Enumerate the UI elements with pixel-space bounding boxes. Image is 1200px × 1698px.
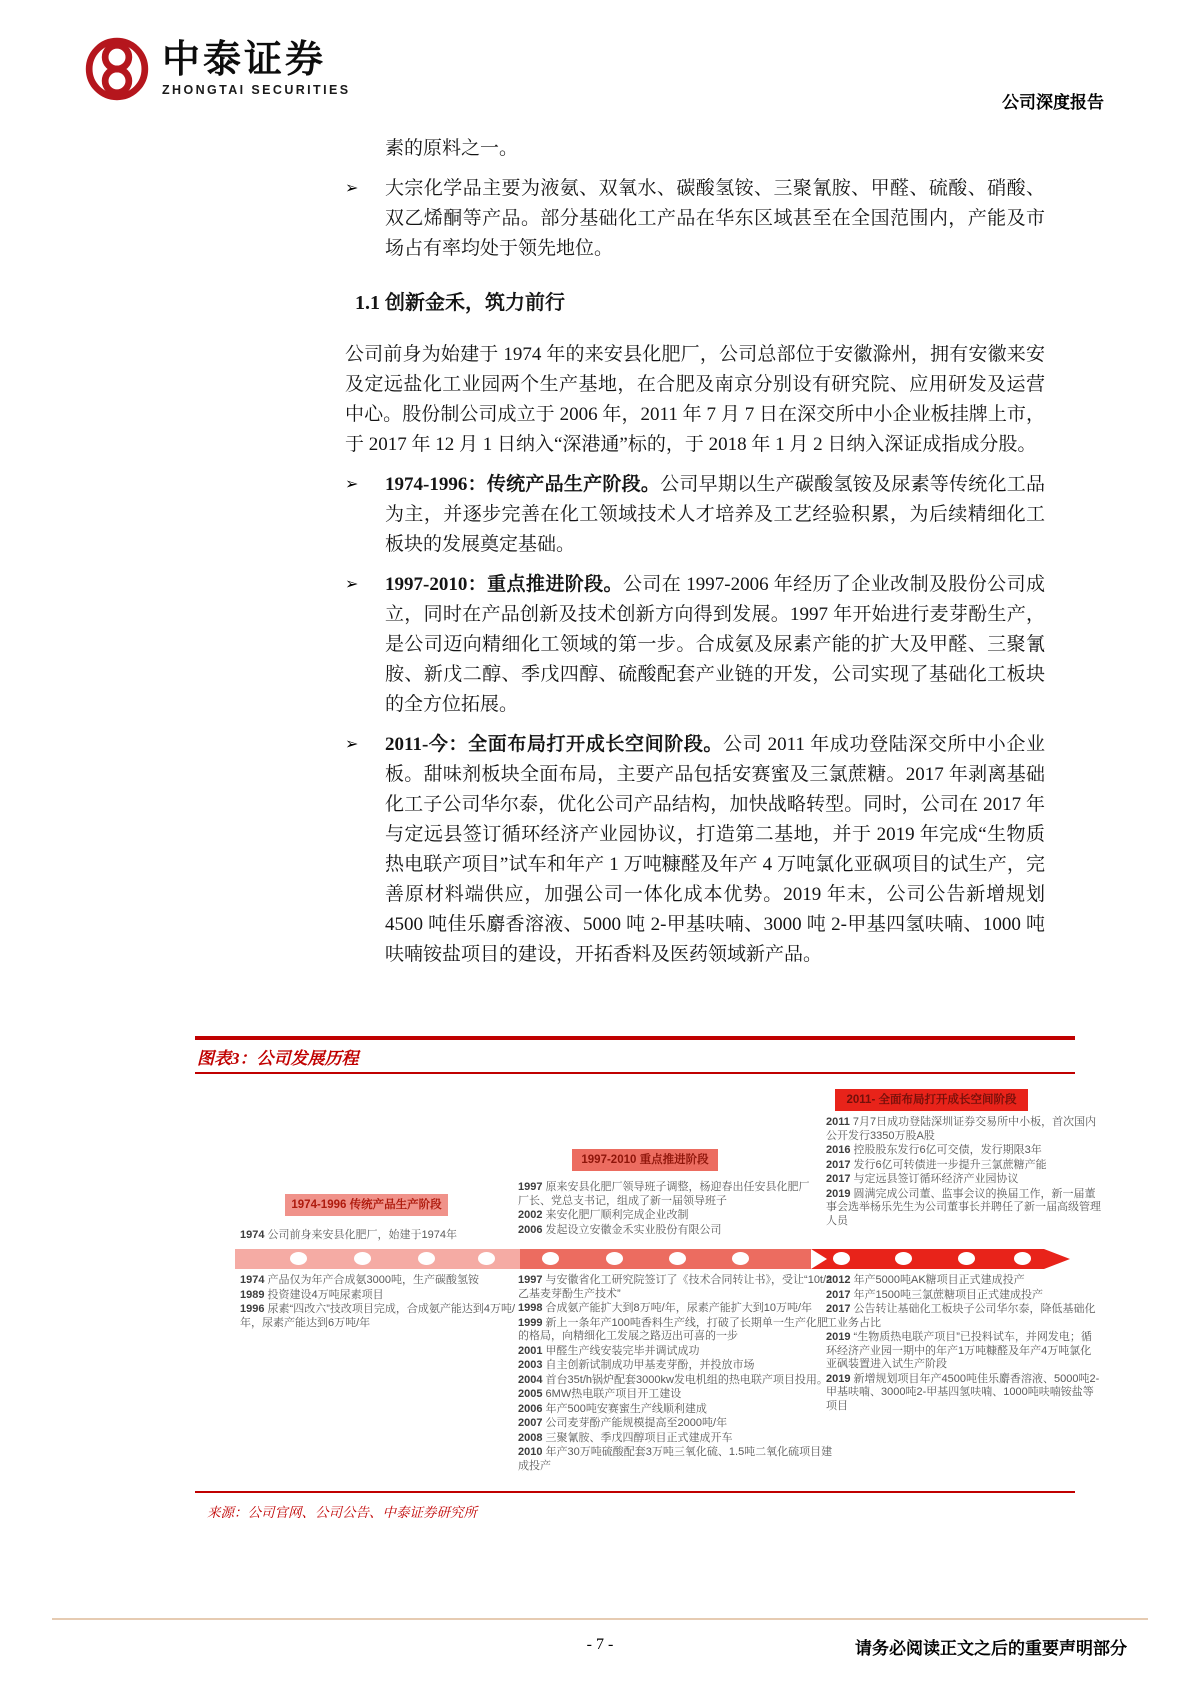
- timeline-events-stage2-above: 1997 原来安县化肥厂领导班子调整，杨迎春出任安县化肥厂厂长、党总支书记，组成了新一届领导班子 2002 来安化肥厂顺利完成企业改制 2006 发起设立安徽金禾实业股份有限公司: [518, 1181, 810, 1236]
- logo-subtitle: ZHONGTAI SECURITIES: [162, 83, 351, 98]
- stage-bullet-1997-2010: [345, 570, 1045, 720]
- timeline-events-stage1-below: 1974 产品仅为年产合成氨3000吨，生产碳酸氢铵 1989 投资建设4万吨尿素项目 1996 尿素“四改六”技改项目完成，合成氨产能达到4万吨/年，尿素产能达到6万吨/年: [240, 1274, 516, 1329]
- timeline-dot: [1014, 1252, 1031, 1265]
- stage-bullet-text: 公司在 1997-2006 年经历了企业改制及股份公司成立，同时在产品创新及技术创新方向得到发展。1997 年开始进行麦芽酚生产，是公司迈向精细化工领域的第一步。合成氨及尿素产能的扩大及甲醛、三聚氰胺、新戊二醇、季戊四醇、硫酸配套产业链的开发，公司实现了基础化工板块的全方位拓展。: [385, 574, 1045, 715]
- stage-bullet-2011-now: [345, 730, 1045, 970]
- timeline-dot: [958, 1252, 975, 1265]
- timeline-segment-2: [520, 1249, 811, 1269]
- timeline-dot: [833, 1252, 850, 1265]
- company-history-paragraph: 公司前身为始建于 1974 年的来安县化肥厂，公司总部位于安徽滁州，拥有安徽来安及定远盐化工业园两个生产基地，在合肥及南京分别设有研究院、应用研发及运营中心。股份制公司成立于 2006 年，2011 年 7 月 7 日在深交所中小企业板挂牌上市，于 2017 年 12 月 1 日纳入“深港通”标的，于 2018 年 1 月 2 日纳入深证成指成分股。: [345, 344, 1045, 455]
- footer-disclaimer: 请务必阅读正文之后的重要声明部分: [855, 1639, 1127, 1658]
- logo-title: 中泰证券: [162, 38, 327, 81]
- timeline-dot: [606, 1252, 623, 1265]
- main-text-column: [345, 134, 1045, 970]
- timeline-dot: [418, 1252, 435, 1265]
- timeline-stage-label-3: 2011- 全面布局打开成长空间阶段: [835, 1089, 1028, 1111]
- page-footer: [52, 1618, 1148, 1680]
- bullet-arrow-icon: ➢: [345, 736, 359, 753]
- timeline-dot: [732, 1252, 749, 1265]
- timeline-dot: [542, 1252, 559, 1265]
- section-number: 1.1: [355, 292, 380, 314]
- header-logo: [84, 36, 350, 102]
- stage-bullet-1974-1996: [345, 470, 1045, 560]
- timeline-dot: [895, 1252, 912, 1265]
- timeline-dot: [354, 1252, 371, 1265]
- timeline-stage-label-1: 1974-1996 传统产品生产阶段: [285, 1194, 448, 1216]
- bullet-arrow-icon: ➢: [345, 180, 359, 197]
- figure-title: 图表3：公司发展历程: [197, 1049, 359, 1068]
- report-type-label: 公司深度报告: [1002, 93, 1104, 112]
- logo-text-block: [162, 38, 351, 98]
- stage-bullet-lead: 1997-2010：重点推进阶段。: [385, 574, 623, 595]
- stage-bullet-text: 公司 2011 年成功登陆深交所中小企业板。甜味剂板块全面布局，主要产品包括安赛蜜及三氯蔗糖。2017 年剥离基础化工子公司华尔泰，优化公司产品结构，加快战略转型。同时，公司在 2017 年与定远县签订循环经济产业园协议，打造第二基地，并于 2019 年完成“生物质热电联产项目”试车和年产 1 万吨糠醛及年产 4 万吨氯化亚砜项目的试生产，完善原材料端供应，加强公司一体化成本优势。2019 年末，公司公告新增规划 4500 吨佳乐麝香溶液、5000 吨 2-甲基呋喃、3000 吨 2-甲基四氢呋喃、1000 吨呋喃铵盐项目的建设，开拓香料及医药领域新产品。: [385, 734, 1045, 965]
- timeline-chart: [195, 1074, 1101, 1491]
- timeline-events-stage3-above: 2011 7月7日成功登陆深圳证券交易所中小板，首次国内公开发行3350万股A股 2016 控股股东发行6亿可交债，发行期限3年 2017 发行6亿可转债进一步提升三氯蔗糖产能 2017 与定远县签订循环经济产业园协议 2019 圆满完成公司董、监事会议的换届工作，新一届董事会选举杨乐先生为公司董事长并聘任了新一届高级管理人员: [826, 1116, 1101, 1227]
- intro-bullet-item: [345, 174, 1045, 264]
- page-number: - 7 -: [586, 1636, 614, 1653]
- bullet-arrow-icon: ➢: [345, 576, 359, 593]
- section-title: 创新金禾，筑力前行: [385, 292, 565, 314]
- bullet-arrow-icon: ➢: [345, 476, 359, 493]
- timeline-stage-label-2: 1997-2010 重点推进阶段: [572, 1149, 718, 1171]
- timeline-dot: [478, 1252, 495, 1265]
- zhongtai-logo-icon: [84, 36, 150, 102]
- carryover-line: 素的原料之一。: [385, 138, 519, 159]
- figure-company-timeline: [195, 1036, 1101, 1521]
- timeline-events-stage3-below: 2012 年产5000吨AK糖项目正式建成投产 2017 年产1500吨三氯蔗糖项目正式建成投产 2017 公告转让基础化工板块子公司华尔泰，降低基础化工业务占比 2019 “生物质热电联产项目”已投料试车，并网发电；循环经济产业园一期中的年产1万吨糠醛及年产4万吨氯化亚砜装置进入试生产阶段 2019 新增规划项目年产4500吨佳乐麝香溶液、5000吨2-甲基呋喃、3000吨2-甲基四氢呋喃、1000吨呋喃铵盐等项目: [826, 1274, 1100, 1412]
- timeline-dot: [669, 1252, 686, 1265]
- stage-bullet-text: 公司早期以生产碳酸氢铵及尿素等传统化工品为主，并逐步完善在化工领域技术人才培养及工艺经验积累，为后续精细化工板块的发展奠定基础。: [385, 474, 1045, 555]
- figure-source-note: 来源：公司官网、公司公告、中泰证券研究所: [207, 1505, 477, 1520]
- timeline-events-stage1-above: 1974 公司前身来安县化肥厂，始建于1974年: [240, 1229, 458, 1241]
- timeline-dot: [290, 1252, 307, 1265]
- timeline-events-stage2-below: 1997 与安徽省化工研究院签订了《技术合同转让书》，受让“10t/a乙基麦芽酚生产技术” 1998 合成氨产能扩大到8万吨/年，尿素产能扩大到10万吨/年 1999 新上一条年产100吨香料生产线，打破了长期单一生产化肥的格局，向精细化工发展之路迈出可喜的一步 2001 甲醛生产线安装完毕并调试成功 2003 自主创新试制成功甲基麦芽酚，并投放市场 2004 首台35t/h锅炉配套3000kw发电机组的热电联产项目投用。 2005 6MW热电联产项目开工建设 2006 年产500吨安赛蜜生产线顺利建成 2007 公司麦芽酚产能规模提高至2000吨/年 2008 三聚氰胺、季戊四醇项目正式建成开车 2010 年产30万吨硫酸配套3万吨三氧化硫、1.5吨二氧化硫项目建成投产: [518, 1274, 833, 1472]
- intro-bullet-text: 大宗化学品主要为液氨、双氧水、碳酸氢铵、三聚氰胺、甲醛、硫酸、硝酸、双乙烯酮等产品。部分基础化工产品在华东区域甚至在全国范围内，产能及市场占有率均处于领先地位。: [385, 178, 1045, 259]
- stage-bullet-lead: 1974-1996：传统产品生产阶段。: [385, 474, 661, 495]
- stage-bullet-lead: 2011-今：全面布局打开成长空间阶段。: [385, 734, 724, 755]
- section-heading: [355, 288, 1045, 318]
